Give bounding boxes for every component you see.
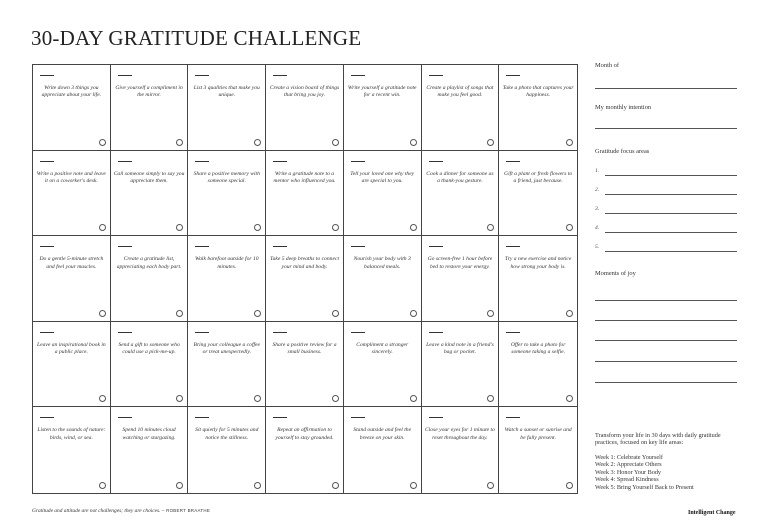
day-cell bbox=[188, 151, 266, 237]
day-task: Write yourself a gratitude note for a recent win. bbox=[347, 85, 417, 99]
joy-field[interactable] bbox=[595, 300, 737, 301]
day-task: Take 5 deep breaths to connect your mind and body. bbox=[269, 256, 339, 270]
day-task: Do a gentle 5-minute stretch and feel your muscles. bbox=[39, 256, 104, 270]
date-line[interactable] bbox=[118, 161, 132, 162]
day-cell bbox=[499, 151, 577, 237]
day-cell bbox=[344, 407, 422, 493]
day-cell bbox=[422, 236, 500, 322]
day-cell bbox=[111, 322, 189, 408]
focus-field-4[interactable] bbox=[605, 232, 737, 233]
joy-label: Moments of joy bbox=[595, 270, 636, 277]
date-line[interactable] bbox=[195, 332, 209, 333]
check-circle-icon[interactable] bbox=[410, 395, 417, 402]
check-circle-icon[interactable] bbox=[332, 395, 339, 402]
week-item: Week 2: Appreciate Others bbox=[595, 461, 662, 469]
check-circle-icon[interactable] bbox=[487, 310, 494, 317]
check-circle-icon[interactable] bbox=[176, 310, 183, 317]
check-circle-icon[interactable] bbox=[254, 310, 261, 317]
day-task: Go screen-free 1 hour before bed to restore your energy. bbox=[427, 256, 493, 270]
day-cell bbox=[188, 65, 266, 151]
check-circle-icon[interactable] bbox=[99, 395, 106, 402]
date-line[interactable] bbox=[273, 161, 287, 162]
day-cell bbox=[499, 407, 577, 493]
day-cell bbox=[111, 151, 189, 237]
date-line[interactable] bbox=[429, 75, 443, 76]
day-cell bbox=[33, 151, 111, 237]
day-task: Watch a sunset or sunrise and be fully present. bbox=[504, 427, 572, 441]
check-circle-icon[interactable] bbox=[99, 139, 106, 146]
date-line[interactable] bbox=[118, 332, 132, 333]
date-line[interactable] bbox=[195, 75, 209, 76]
brand-logo: Intelligent Change bbox=[688, 510, 736, 516]
focus-number: 3. bbox=[595, 206, 600, 212]
day-task: List 3 qualities that make you unique. bbox=[193, 85, 260, 99]
day-task: Take a photo that captures your happiness. bbox=[502, 85, 574, 99]
focus-number: 5. bbox=[595, 244, 600, 250]
check-circle-icon[interactable] bbox=[176, 482, 183, 489]
day-cell bbox=[266, 151, 344, 237]
day-task: Compliment a stranger sincerely. bbox=[356, 341, 409, 356]
day-task: Offer to take a photo for someone taking a selfie. bbox=[510, 341, 566, 356]
intro-text: Transform your life in 30 days with daily gratitude practices, focused on key life areas: bbox=[595, 432, 721, 447]
check-circle-icon[interactable] bbox=[254, 139, 261, 146]
day-task: Sit quietly for 5 minutes and notice the stillness. bbox=[195, 427, 259, 441]
joy-field[interactable] bbox=[595, 340, 737, 341]
check-circle-icon[interactable] bbox=[99, 482, 106, 489]
day-task: Send a gift to someone who could use a pick-me-up. bbox=[118, 341, 180, 356]
day-task: Gift a plant or fresh flowers to a friend, just because. bbox=[504, 170, 573, 184]
check-circle-icon[interactable] bbox=[99, 224, 106, 231]
check-circle-icon[interactable] bbox=[254, 395, 261, 402]
check-circle-icon[interactable] bbox=[566, 139, 573, 146]
date-line[interactable] bbox=[273, 417, 287, 418]
date-line[interactable] bbox=[506, 161, 520, 162]
day-task: Tell your loved one why they are special to you. bbox=[350, 170, 415, 184]
day-cell bbox=[33, 236, 111, 322]
day-task: Try a new exercise and notice how strong your body is. bbox=[504, 256, 572, 270]
day-task: Write a gratitude note to a mentor who influenced you. bbox=[273, 170, 336, 184]
day-task: Cook a dinner for someone as a thank-you gesture. bbox=[426, 170, 494, 184]
check-circle-icon[interactable] bbox=[332, 224, 339, 231]
check-circle-icon[interactable] bbox=[332, 139, 339, 146]
day-task: Close your eyes for 1 minute to reset throughout the day. bbox=[424, 427, 495, 441]
focus-field-5[interactable] bbox=[605, 251, 737, 252]
day-cell bbox=[422, 151, 500, 237]
check-circle-icon[interactable] bbox=[487, 482, 494, 489]
quote-author: – ROBERT BRAATHE bbox=[161, 508, 211, 513]
day-cell bbox=[344, 151, 422, 237]
week-item: Week 5: Bring Yourself Back to Present bbox=[595, 483, 694, 491]
check-circle-icon[interactable] bbox=[332, 310, 339, 317]
day-cell bbox=[111, 65, 189, 151]
focus-number: 4. bbox=[595, 225, 600, 231]
check-circle-icon[interactable] bbox=[410, 310, 417, 317]
focus-field-3[interactable] bbox=[605, 213, 737, 214]
intention-field[interactable] bbox=[595, 128, 737, 129]
date-line[interactable] bbox=[506, 417, 520, 418]
focus-label: Gratitude focus areas bbox=[595, 148, 650, 155]
day-cell bbox=[266, 407, 344, 493]
challenge-grid bbox=[32, 64, 578, 494]
date-line[interactable] bbox=[351, 75, 365, 76]
day-cell bbox=[499, 65, 577, 151]
date-line[interactable] bbox=[40, 246, 54, 247]
day-task: Leave a kind note in a friend's bag or pocket. bbox=[426, 341, 494, 356]
day-cell bbox=[344, 236, 422, 322]
day-cell bbox=[344, 322, 422, 408]
day-cell bbox=[422, 322, 500, 408]
week-item: Week 3: Honor Your Body bbox=[595, 468, 662, 476]
check-circle-icon[interactable] bbox=[487, 139, 494, 146]
day-task: Stand outside and feel the breeze on your skin. bbox=[353, 427, 412, 441]
date-line[interactable] bbox=[429, 417, 443, 418]
day-cell bbox=[111, 407, 189, 493]
check-circle-icon[interactable] bbox=[176, 395, 183, 402]
date-line[interactable] bbox=[429, 161, 443, 162]
date-line[interactable] bbox=[195, 246, 209, 247]
date-line[interactable] bbox=[273, 246, 287, 247]
focus-number: 2. bbox=[595, 187, 600, 193]
day-cell bbox=[422, 407, 500, 493]
check-circle-icon[interactable] bbox=[410, 139, 417, 146]
day-task: Create a playlist of songs that make you feel good. bbox=[426, 85, 494, 99]
day-task: Listen to the sounds of nature: birds, wind, or sea. bbox=[37, 427, 106, 441]
date-line[interactable] bbox=[273, 332, 287, 333]
date-line[interactable] bbox=[118, 75, 132, 76]
date-line[interactable] bbox=[118, 246, 132, 247]
month-field[interactable] bbox=[595, 88, 737, 89]
date-line[interactable] bbox=[40, 417, 54, 418]
check-circle-icon[interactable] bbox=[410, 482, 417, 489]
date-line[interactable] bbox=[429, 246, 443, 247]
focus-field-1[interactable] bbox=[605, 175, 737, 176]
joy-field[interactable] bbox=[595, 361, 737, 362]
date-line[interactable] bbox=[195, 417, 209, 418]
day-cell bbox=[499, 322, 577, 408]
footer-quote bbox=[32, 508, 210, 514]
day-cell bbox=[266, 65, 344, 151]
day-task: Share a positive review for a small business. bbox=[272, 341, 337, 356]
day-task: Create a gratitude list, appreciating each body part. bbox=[116, 256, 182, 270]
check-circle-icon[interactable] bbox=[410, 224, 417, 231]
date-line[interactable] bbox=[351, 417, 365, 418]
day-cell bbox=[188, 322, 266, 408]
check-circle-icon[interactable] bbox=[176, 139, 183, 146]
check-circle-icon[interactable] bbox=[566, 224, 573, 231]
day-cell bbox=[111, 236, 189, 322]
date-line[interactable] bbox=[273, 75, 287, 76]
day-task: Create a vision board of things that bring you joy. bbox=[269, 85, 340, 99]
check-circle-icon[interactable] bbox=[332, 482, 339, 489]
day-cell bbox=[499, 236, 577, 322]
check-circle-icon[interactable] bbox=[566, 310, 573, 317]
date-line[interactable] bbox=[351, 246, 365, 247]
focus-number: 1. bbox=[595, 168, 600, 174]
day-task: Nourish your body with 3 balanced meals. bbox=[353, 256, 411, 270]
joy-field[interactable] bbox=[595, 320, 737, 321]
date-line[interactable] bbox=[351, 332, 365, 333]
day-cell bbox=[188, 236, 266, 322]
date-line[interactable] bbox=[506, 75, 520, 76]
week-item: Week 4: Spread Kindness bbox=[595, 476, 659, 484]
day-task: Give yourself a compliment in the mirror. bbox=[115, 85, 183, 99]
date-line[interactable] bbox=[351, 161, 365, 162]
day-cell bbox=[33, 322, 111, 408]
date-line[interactable] bbox=[506, 332, 520, 333]
date-line[interactable] bbox=[195, 161, 209, 162]
day-task: Write down 3 things you appreciate about your life. bbox=[41, 85, 102, 99]
check-circle-icon[interactable] bbox=[254, 482, 261, 489]
day-task: Leave an inspirational book in a public place. bbox=[37, 341, 106, 356]
date-line[interactable] bbox=[40, 75, 54, 76]
page-title: 30-DAY GRATITUDE CHALLENGE bbox=[31, 26, 362, 50]
day-cell bbox=[188, 407, 266, 493]
intention-label: My monthly intention bbox=[595, 104, 652, 111]
week-item: Week 1: Celebrate Yourself bbox=[595, 454, 663, 461]
joy-field[interactable] bbox=[595, 382, 737, 383]
check-circle-icon[interactable] bbox=[99, 310, 106, 317]
day-cell bbox=[422, 65, 500, 151]
month-label: Month of bbox=[595, 62, 619, 69]
day-task: Share a positive memory with someone special. bbox=[193, 170, 260, 184]
day-task: Call someone simply to say you appreciate them. bbox=[113, 170, 185, 184]
day-cell bbox=[266, 236, 344, 322]
date-line[interactable] bbox=[40, 161, 54, 162]
date-line[interactable] bbox=[40, 332, 54, 333]
day-cell bbox=[33, 65, 111, 151]
check-circle-icon[interactable] bbox=[176, 224, 183, 231]
check-circle-icon[interactable] bbox=[566, 482, 573, 489]
day-cell bbox=[33, 407, 111, 493]
check-circle-icon[interactable] bbox=[487, 395, 494, 402]
quote-text: Gratitude and attitude are not challenges; they are choices. bbox=[32, 508, 161, 514]
day-task: Repeat an affirmation to yourself to stay grounded. bbox=[275, 427, 334, 441]
check-circle-icon[interactable] bbox=[254, 224, 261, 231]
day-cell bbox=[344, 65, 422, 151]
day-task: Walk barefoot outside for 10 minutes. bbox=[194, 256, 259, 270]
check-circle-icon[interactable] bbox=[566, 395, 573, 402]
date-line[interactable] bbox=[506, 246, 520, 247]
day-cell bbox=[266, 322, 344, 408]
day-task: Bring your colleague a coffee or treat unexpectedly. bbox=[193, 341, 261, 356]
date-line[interactable] bbox=[118, 417, 132, 418]
week-list bbox=[595, 454, 737, 491]
focus-field-2[interactable] bbox=[605, 194, 737, 195]
check-circle-icon[interactable] bbox=[487, 224, 494, 231]
date-line[interactable] bbox=[429, 332, 443, 333]
day-task: Spend 10 minutes cloud watching or stargazing. bbox=[122, 427, 176, 441]
day-task: Write a positive note and leave it on a coworker's desk. bbox=[36, 170, 106, 184]
